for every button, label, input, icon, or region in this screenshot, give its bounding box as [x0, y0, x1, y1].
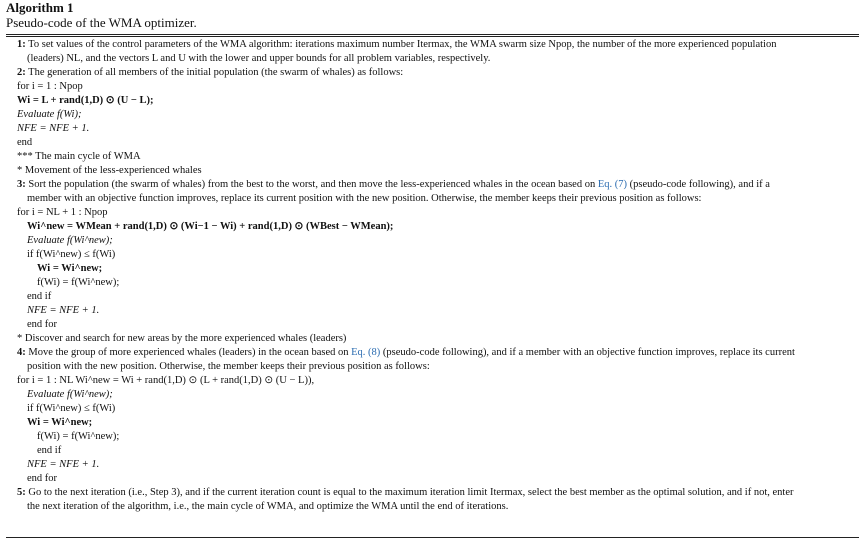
- line-text: * Discover and search for new areas by the more experienced whales (leaders): [17, 333, 347, 344]
- line-10: [17, 164, 202, 177]
- step-number: 2:: [17, 67, 26, 78]
- line-text: Evaluate f(Wi^new);: [27, 389, 113, 400]
- step-number: 3:: [17, 179, 26, 190]
- line-text: end if: [27, 291, 52, 302]
- line-29: [37, 430, 119, 443]
- line-text: f(Wi) = f(Wi^new);: [37, 431, 120, 442]
- line-2: [27, 52, 490, 65]
- line-9: [17, 150, 141, 163]
- line-32: [27, 472, 57, 485]
- step-number: 5:: [17, 487, 26, 498]
- line-text-after: (pseudo-code following), and if a member with an objective function improves, replace its current: [380, 347, 795, 358]
- line-text: Wi = L + rand(1,D) ⊙ (U − L);: [17, 95, 154, 106]
- line-28: [27, 416, 92, 429]
- line-12: [27, 192, 701, 205]
- top-rule-inner: [6, 36, 859, 37]
- line-text: member with an objective function improves, replace its current position with the new position. Otherwise, the member keeps their previous position as follows:: [27, 193, 702, 204]
- line-13: [17, 206, 108, 219]
- line-text: * Movement of the less-experienced whales: [17, 165, 202, 176]
- line-20: [27, 304, 99, 317]
- line-text-after: (pseudo-code following), and if a: [627, 179, 770, 190]
- line-text: (leaders) NL, and the vectors L and U with the lower and upper bounds for all problem variables, respectively.: [27, 53, 491, 64]
- line-text: position with the new position. Otherwise, the member keeps their previous position as follows:: [27, 361, 430, 372]
- line-11: [17, 178, 770, 191]
- line-text: end if: [37, 445, 62, 456]
- algorithm-title: Algorithm 1: [6, 0, 74, 15]
- line-text: for i = 1 : NL Wi^new = Wi + rand(1,D) ⊙ (L + rand(1,D) ⊙ (U − L)),: [17, 375, 315, 386]
- top-rule: [6, 34, 859, 35]
- line-text: NFE = NFE + 1.: [17, 123, 90, 134]
- equation-link[interactable]: Eq. (8): [351, 347, 381, 358]
- algorithm-caption: Pseudo-code of the WMA optimizer.: [6, 15, 197, 30]
- line-3: [17, 66, 403, 79]
- line-text: for i = NL + 1 : Npop: [17, 207, 108, 218]
- line-30: [37, 444, 61, 457]
- line-15: [27, 234, 113, 247]
- line-text: Evaluate f(Wi^new);: [27, 235, 113, 246]
- line-text: Evaluate f(Wi);: [17, 109, 82, 120]
- line-text: the next iteration of the algorithm, i.e., the main cycle of WMA, and optimize the WMA until the end of iterations.: [27, 501, 509, 512]
- line-24: [27, 360, 430, 373]
- line-22: [17, 332, 346, 345]
- line-26: [27, 388, 113, 401]
- line-text: To set values of the control parameters of the WMA algorithm: iterations maximum number Itermax, the WMA swarm size Npop, the number of the more experienced population: [25, 39, 777, 50]
- line-18: [37, 276, 119, 289]
- line-25: [17, 374, 314, 387]
- line-7: [17, 122, 89, 135]
- line-5: [17, 94, 154, 107]
- line-text: end for: [27, 319, 58, 330]
- line-text: end for: [27, 473, 58, 484]
- step-number: 4:: [17, 347, 26, 358]
- line-8: [17, 136, 32, 149]
- line-1: [17, 38, 776, 51]
- line-text: if f(Wi^new) ≤ f(Wi): [27, 403, 116, 414]
- line-text: for i = 1 : Npop: [17, 81, 83, 92]
- line-14: [27, 220, 393, 233]
- line-text: NFE = NFE + 1.: [27, 305, 100, 316]
- line-text: NFE = NFE + 1.: [27, 459, 100, 470]
- line-text: Go to the next iteration (i.e., Step 3), and if the current iteration count is equal to the maximum iteration limit Itermax, select the best member as the optimal solution, and if not, enter: [25, 487, 794, 498]
- line-text: Move the group of more experienced whales (leaders) in the ocean based on: [25, 347, 352, 358]
- line-23: [17, 346, 795, 359]
- line-34: [27, 500, 508, 513]
- line-text: *** The main cycle of WMA: [17, 151, 141, 162]
- line-31: [27, 458, 99, 471]
- equation-link[interactable]: Eq. (7): [597, 179, 628, 190]
- line-16: [27, 248, 115, 261]
- line-text: end: [17, 137, 33, 148]
- line-text: f(Wi) = f(Wi^new);: [37, 277, 120, 288]
- line-text: Sort the population (the swarm of whales) from the best to the worst, and then move the less-experienced whales in the ocean based on: [25, 179, 598, 190]
- bottom-rule: [6, 537, 859, 538]
- line-21: [27, 318, 57, 331]
- line-text: Wi^new = WMean + rand(1,D) ⊙ (Wi−1 − Wi) + rand(1,D) ⊙ (WBest − WMean);: [27, 221, 394, 232]
- line-19: [27, 290, 51, 303]
- line-text: if f(Wi^new) ≤ f(Wi): [27, 249, 116, 260]
- line-27: [27, 402, 115, 415]
- line-6: [17, 108, 81, 121]
- line-text: Wi = Wi^new;: [37, 263, 103, 274]
- line-4: [17, 80, 83, 93]
- line-17: [37, 262, 102, 275]
- line-text: The generation of all members of the initial population (the swarm of whales) as follows:: [25, 67, 404, 78]
- line-33: [17, 486, 794, 499]
- line-text: Wi = Wi^new;: [27, 417, 93, 428]
- step-number: 1:: [17, 39, 26, 50]
